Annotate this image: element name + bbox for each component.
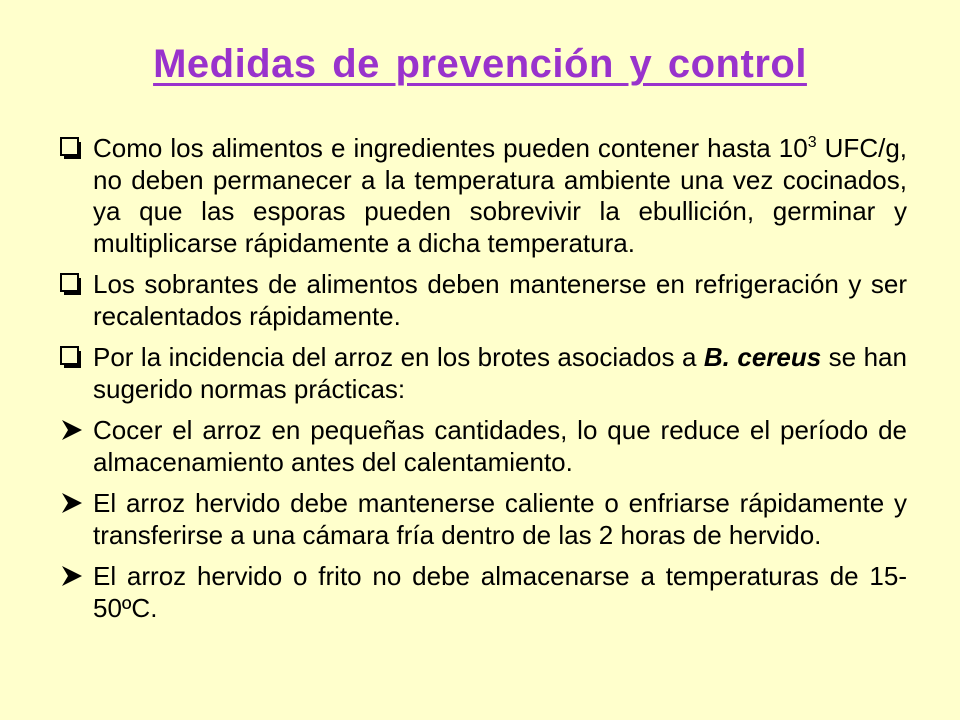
- item-text: El arroz hervido debe mantenerse caliente o enfriarse rápidamente y transferirse a una cámara fría dentro de las 2 horas de hervido.: [93, 488, 907, 550]
- slide-title: Medidas de prevención y control: [153, 42, 807, 86]
- arrow-icon: [60, 417, 84, 443]
- list-item: [60, 342, 907, 405]
- checkbox-icon: [60, 135, 84, 161]
- item-text: Por la incidencia del arroz en los brotes asociados a: [93, 342, 704, 372]
- item-text: Como los alimentos e ingredientes pueden contener hasta 10: [93, 133, 808, 163]
- list-item: [60, 269, 907, 332]
- checkbox-icon: [60, 344, 84, 370]
- item-superscript: 3: [807, 134, 817, 151]
- item-text: UFC/g, no deben permanecer a la temperatura ambiente una vez cocinados, ya que las esporas pueden sobrevivir la ebullición, germinar y multiplicarse rápidamente a dicha temperatura.: [93, 133, 907, 258]
- arrow-icon: [60, 490, 84, 516]
- arrow-icon: [60, 563, 84, 589]
- list-item: [60, 488, 907, 551]
- list-item: [60, 415, 907, 478]
- species-name: B. cereus: [703, 342, 822, 372]
- item-text: El arroz hervido o frito no debe almacenarse a temperaturas de 15- 50ºC.: [93, 561, 907, 623]
- list-item: [60, 133, 907, 259]
- item-text: se han sugerido normas prácticas:: [93, 342, 907, 404]
- list-item: [60, 561, 907, 624]
- item-text: Los sobrantes de alimentos deben mantenerse en refrigeración y ser recalentados rápidamente.: [93, 269, 907, 331]
- checkbox-icon: [60, 271, 84, 297]
- bullet-list: [60, 133, 907, 634]
- item-text: Cocer el arroz en pequeñas cantidades, lo que reduce el período de almacenamiento antes del calentamiento.: [93, 415, 907, 477]
